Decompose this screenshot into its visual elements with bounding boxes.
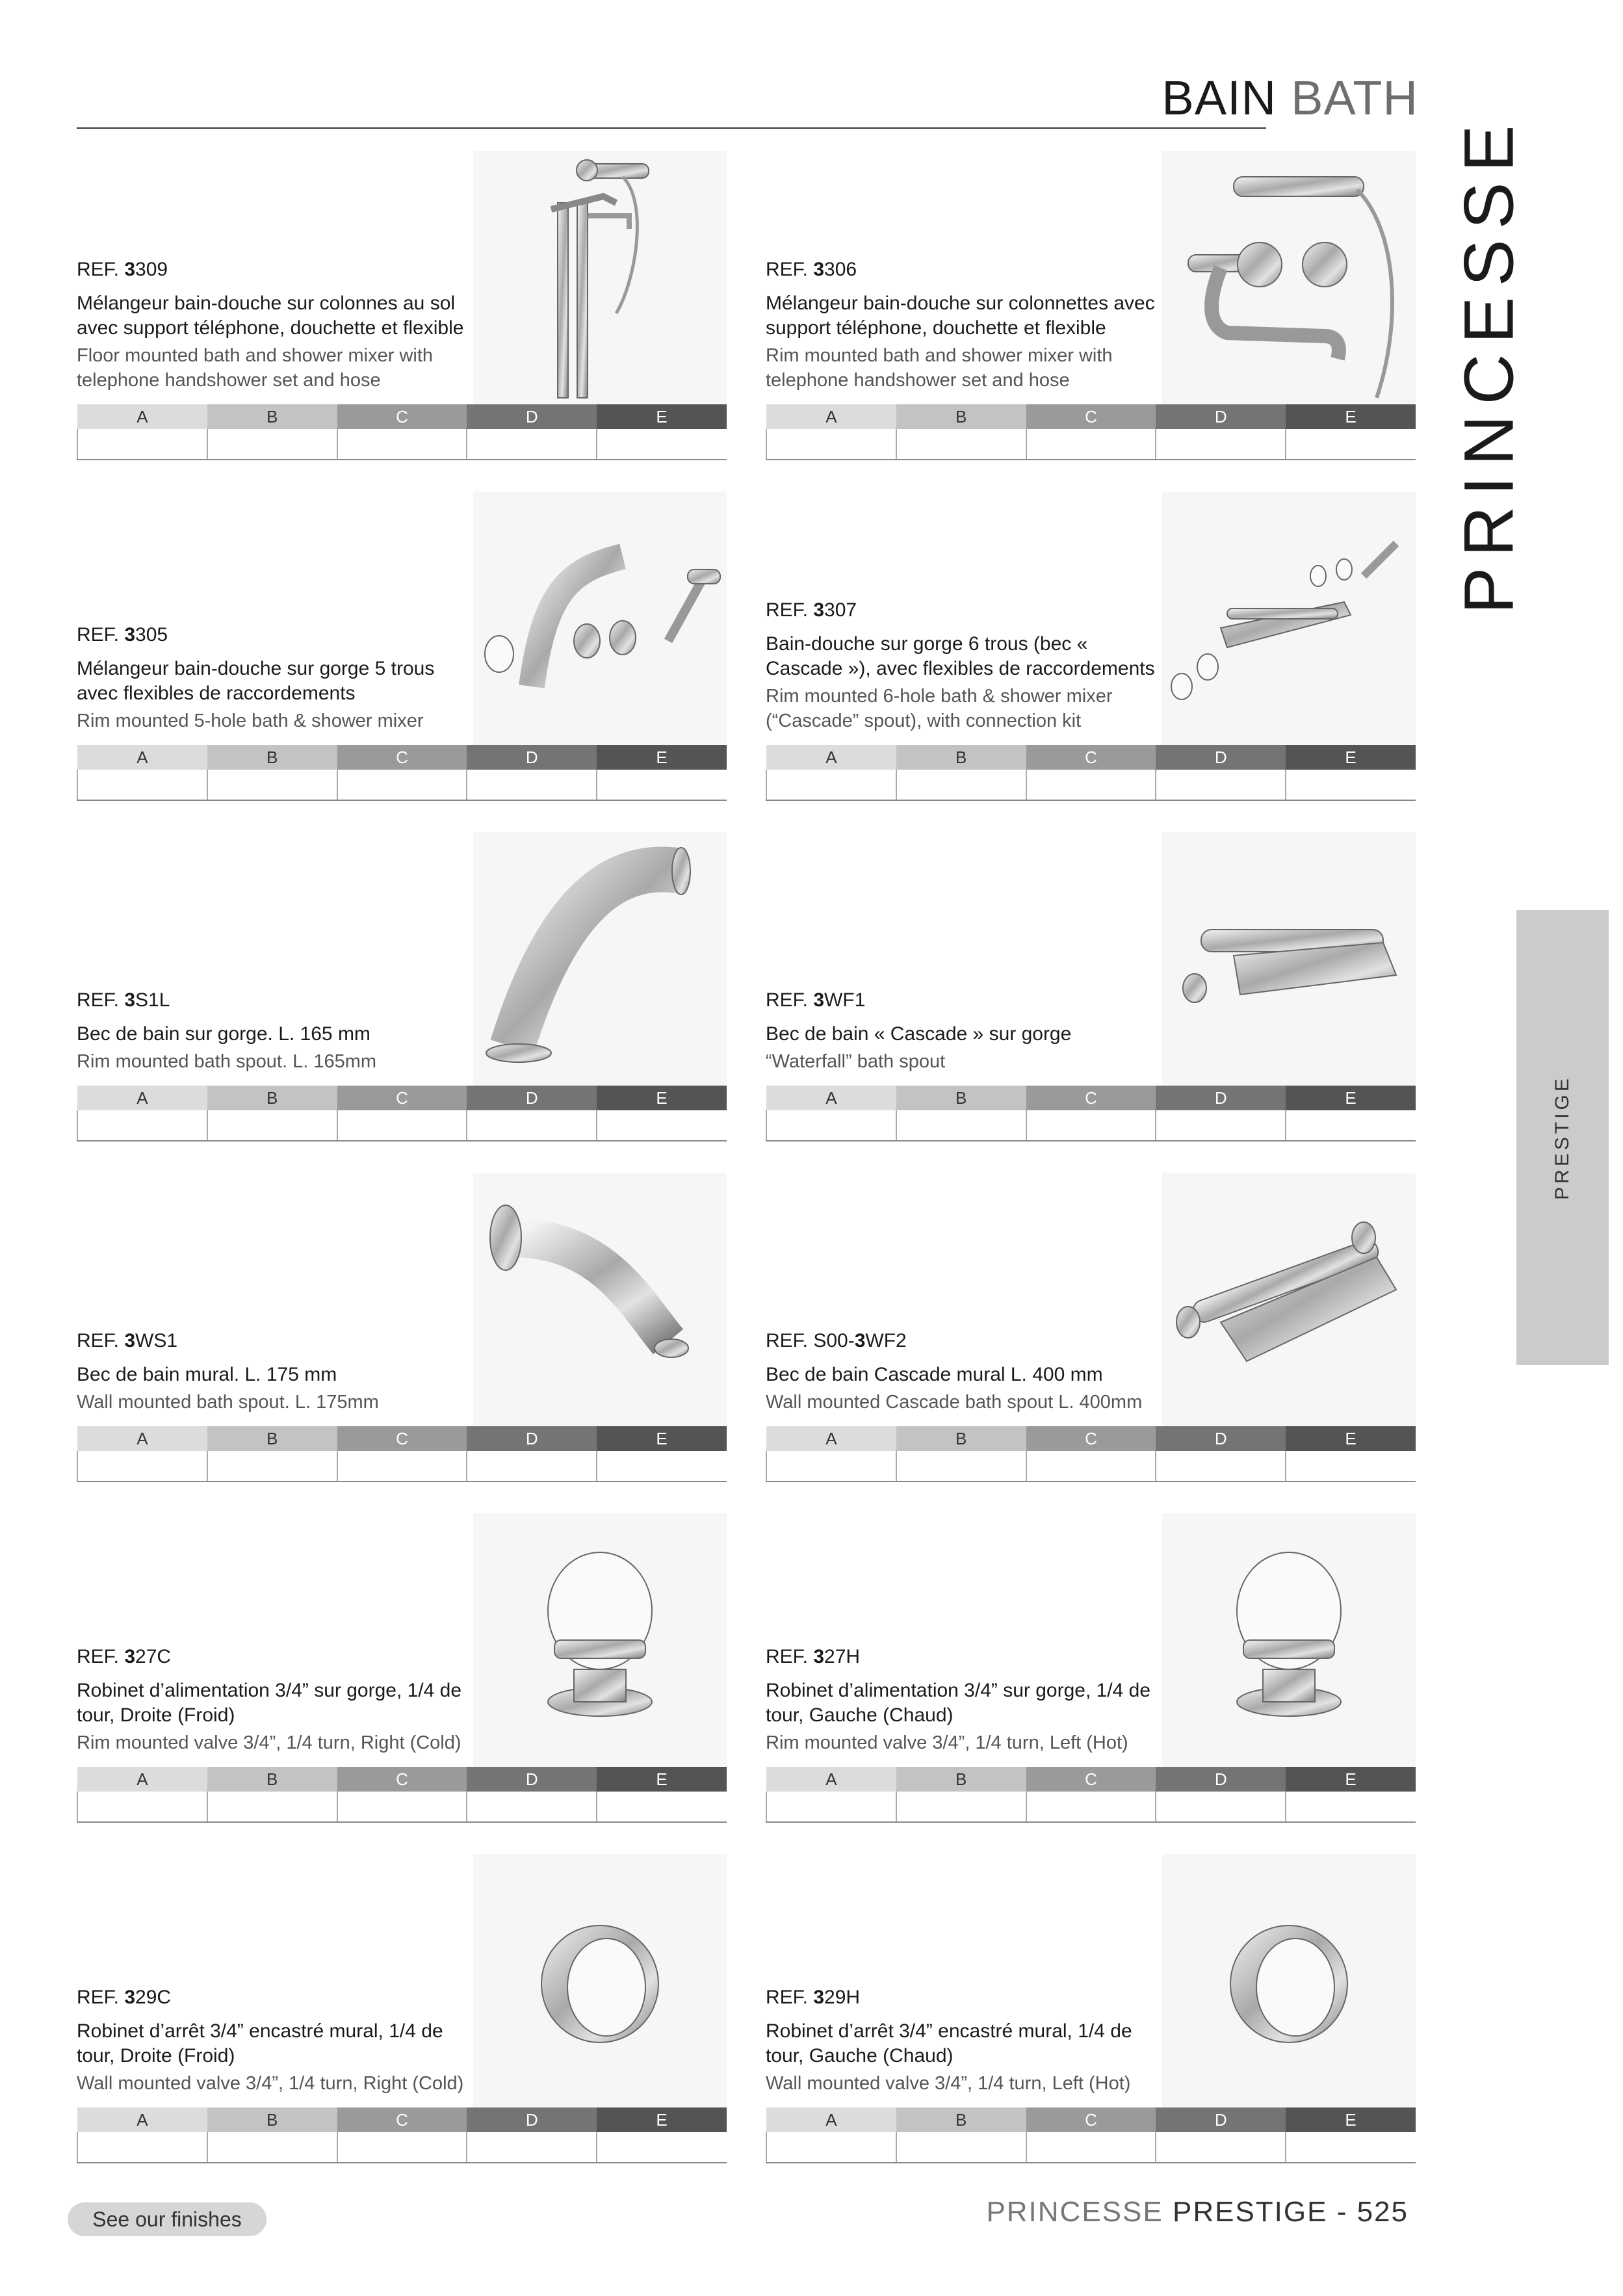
finish-table <box>77 2107 727 2163</box>
ref-code: 29C <box>135 1987 172 2008</box>
finish-value-row <box>766 1110 1416 1141</box>
finish-cell[interactable] <box>766 2132 896 2163</box>
product-ref <box>77 624 467 646</box>
finish-column-header: C <box>337 1426 467 1451</box>
product-text <box>766 599 1156 733</box>
finish-column-header: D <box>1156 745 1286 770</box>
ref-code: WS1 <box>135 1330 178 1351</box>
ref-series: 3 <box>854 1330 866 1351</box>
finish-column-header: E <box>1286 2107 1416 2132</box>
finish-column-header: D <box>1156 2107 1286 2132</box>
finish-column-header: E <box>597 404 727 429</box>
finish-cell[interactable] <box>766 429 896 460</box>
ref-series: 3 <box>813 599 825 621</box>
product-ref <box>766 259 1156 281</box>
product-text <box>77 989 467 1074</box>
finish-column-header: B <box>896 1426 1026 1451</box>
product-ref <box>766 1646 1156 1668</box>
finish-column-header: E <box>1286 404 1416 429</box>
finish-cell[interactable] <box>1286 1110 1416 1141</box>
description-fr: Robinet d’alimentation 3/4” sur gorge, 1/4 de tour, Gauche (Chaud) <box>766 1680 1151 1726</box>
deck-spout-image <box>473 832 727 1086</box>
finish-cell[interactable] <box>766 1451 896 1481</box>
finish-cell[interactable] <box>1026 1792 1156 1822</box>
ref-series: 3 <box>124 1987 136 2008</box>
finish-header-row <box>77 1426 727 1451</box>
finish-column-header: B <box>207 1086 337 1110</box>
description-en: Wall mounted valve 3/4”, 1/4 turn, Left (Hot) <box>766 2073 1131 2094</box>
finish-table <box>77 1767 727 1823</box>
finish-header-row <box>77 404 727 429</box>
product-ref <box>77 1987 467 2009</box>
finish-column-header: E <box>597 745 727 770</box>
description-en: Rim mounted 6-hole bath & shower mixer (“Cascade” spout), with connection kit <box>766 686 1113 731</box>
finish-cell[interactable] <box>1156 1110 1286 1141</box>
heading-rule <box>77 127 1266 129</box>
ref-prefix: REF. <box>766 989 814 1011</box>
finish-column-header: C <box>1026 2107 1156 2132</box>
finish-column-header: D <box>1156 404 1286 429</box>
ref-prefix: REF. <box>766 1987 814 2008</box>
finish-cell[interactable] <box>337 2132 467 2163</box>
finish-value-row <box>766 429 1416 460</box>
finish-value-row <box>77 1792 727 1822</box>
finish-header-row <box>766 745 1416 770</box>
deck-valve-image <box>1162 1513 1416 1767</box>
heading-fr: BAIN <box>1162 71 1277 125</box>
finish-column-header: D <box>467 404 597 429</box>
product-card[interactable] <box>766 832 1416 1170</box>
finish-table <box>77 1426 727 1482</box>
finish-column-header: C <box>337 2107 467 2132</box>
finish-column-header: D <box>467 1086 597 1110</box>
ref-prefix: REF. <box>77 259 125 280</box>
finish-header-row <box>766 1086 1416 1110</box>
product-photo[interactable] <box>1162 1173 1416 1426</box>
ref-code: 27C <box>135 1646 172 1667</box>
finish-cell[interactable] <box>597 770 727 800</box>
product-photo[interactable] <box>1162 151 1416 404</box>
finish-cell[interactable] <box>77 770 207 800</box>
finish-column-header: B <box>207 404 337 429</box>
finish-cell[interactable] <box>207 1792 337 1822</box>
description-en: Rim mounted bath and shower mixer with telephone handshower set and hose <box>766 345 1113 391</box>
ref-prefix: REF. <box>77 624 125 646</box>
finish-cell[interactable] <box>597 2132 727 2163</box>
finish-column-header: E <box>1286 1086 1416 1110</box>
finish-column-header: B <box>207 1426 337 1451</box>
ref-prefix: REF. <box>766 1646 814 1667</box>
product-card[interactable] <box>766 151 1416 489</box>
finish-column-header: C <box>337 1086 467 1110</box>
product-ref <box>766 599 1156 621</box>
ref-series: 3 <box>813 1987 825 2008</box>
finish-column-header: E <box>597 1086 727 1110</box>
ref-code: 306 <box>824 259 857 280</box>
ref-series: 3 <box>124 989 136 1011</box>
finish-column-header: D <box>1156 1086 1286 1110</box>
product-ref <box>766 1330 1156 1352</box>
finish-cell[interactable] <box>467 1792 597 1822</box>
page-footer <box>986 2196 1409 2228</box>
finish-value-row <box>766 1792 1416 1822</box>
product-text <box>77 624 467 733</box>
finish-column-header: D <box>467 745 597 770</box>
ref-series: 3 <box>813 259 825 280</box>
finish-column-header: B <box>896 1086 1026 1110</box>
finish-value-row <box>766 2132 1416 2163</box>
finish-column-header: A <box>77 1767 207 1792</box>
finish-column-header: C <box>1026 404 1156 429</box>
finish-column-header: C <box>1026 1426 1156 1451</box>
finish-cell[interactable] <box>597 1792 727 1822</box>
finish-cell[interactable] <box>337 1451 467 1481</box>
description-en: Wall mounted valve 3/4”, 1/4 turn, Right (Cold) <box>77 2073 464 2094</box>
finish-cell[interactable] <box>77 1451 207 1481</box>
side-range-label: PRESTIGE <box>1552 1075 1574 1200</box>
ref-prefix: REF. <box>77 1987 125 2008</box>
finish-column-header: A <box>766 1086 896 1110</box>
finish-header-row <box>77 745 727 770</box>
description-fr: Robinet d’alimentation 3/4” sur gorge, 1/4 de tour, Droite (Froid) <box>77 1680 462 1726</box>
product-photo[interactable] <box>473 151 727 404</box>
finish-cell[interactable] <box>896 1451 1026 1481</box>
finish-cell[interactable] <box>766 1110 896 1141</box>
finish-column-header: B <box>896 745 1026 770</box>
description-fr: Mélangeur bain-douche sur colonnettes avec support téléphone, douchette et flexible <box>766 293 1155 339</box>
finish-column-header: B <box>896 2107 1026 2132</box>
finish-column-header: E <box>597 1767 727 1792</box>
ref-prefix: REF. <box>77 1646 125 1667</box>
finish-cell[interactable] <box>1286 1792 1416 1822</box>
finish-column-header: E <box>1286 1426 1416 1451</box>
description-fr: Bec de bain Cascade mural L. 400 mm <box>766 1364 1103 1385</box>
six-hole-set-image <box>1162 491 1416 745</box>
waterfall-spout-image <box>1162 832 1416 1086</box>
product-card[interactable] <box>766 1173 1416 1511</box>
finish-cell[interactable] <box>1156 429 1286 460</box>
finish-cell[interactable] <box>766 1792 896 1822</box>
ref-code: WF1 <box>824 989 866 1011</box>
finish-column-header: C <box>1026 1086 1156 1110</box>
finish-column-header: A <box>77 1426 207 1451</box>
finish-column-header: B <box>896 404 1026 429</box>
product-text <box>77 1330 467 1415</box>
finish-cell[interactable] <box>597 429 727 460</box>
finish-column-header: B <box>207 1767 337 1792</box>
product-ref <box>77 1330 467 1352</box>
finish-table <box>77 1086 727 1141</box>
product-card[interactable] <box>77 832 727 1170</box>
finish-cell[interactable] <box>896 770 1026 800</box>
ref-series: 3 <box>813 1646 825 1667</box>
finish-cell[interactable] <box>337 770 467 800</box>
footer-collection: PRINCESSE <box>986 2196 1163 2228</box>
finish-column-header: C <box>1026 745 1156 770</box>
finish-cell[interactable] <box>1156 1792 1286 1822</box>
product-text <box>766 989 1156 1074</box>
finish-table <box>766 2107 1416 2163</box>
ref-code: 305 <box>135 624 168 646</box>
finish-value-row <box>77 429 727 460</box>
ref-prefix: REF. <box>77 989 125 1011</box>
description-en: Rim mounted bath spout. L. 165mm <box>77 1051 377 1072</box>
finish-cell[interactable] <box>77 2132 207 2163</box>
finish-value-row <box>77 1110 727 1141</box>
finish-column-header: D <box>467 1767 597 1792</box>
side-collection-label: PRINCESSE <box>1449 114 1528 614</box>
finish-cell[interactable] <box>207 770 337 800</box>
finish-value-row <box>766 770 1416 800</box>
finish-table <box>766 1767 1416 1823</box>
description-en: Wall mounted Cascade bath spout L. 400mm <box>766 1392 1143 1413</box>
description-fr: Mélangeur bain-douche sur colonnes au sol avec support téléphone, douchette et flexible <box>77 293 464 339</box>
description-fr: Robinet d’arrêt 3/4” encastré mural, 1/4 de tour, Gauche (Chaud) <box>766 2020 1132 2067</box>
ref-prefix: REF. <box>766 599 814 621</box>
product-card[interactable] <box>766 1854 1416 2192</box>
finish-cell[interactable] <box>597 1451 727 1481</box>
description-fr: Bain-douche sur gorge 6 trous (bec « Cascade »), avec flexibles de raccordements <box>766 633 1155 679</box>
five-hole-set-image <box>473 491 727 745</box>
finish-cell[interactable] <box>1026 429 1156 460</box>
finish-column-header: A <box>766 404 896 429</box>
product-photo[interactable] <box>473 1854 727 2107</box>
finish-cell[interactable] <box>597 1110 727 1141</box>
description-fr: Bec de bain sur gorge. L. 165 mm <box>77 1023 370 1045</box>
product-text <box>77 259 467 393</box>
finish-cell[interactable] <box>467 1110 597 1141</box>
finish-column-header: A <box>77 745 207 770</box>
finish-cell[interactable] <box>467 770 597 800</box>
finish-table <box>766 404 1416 460</box>
finish-column-header: A <box>77 2107 207 2132</box>
finish-cell[interactable] <box>337 429 467 460</box>
ref-series: 3 <box>124 1646 136 1667</box>
product-photo[interactable] <box>1162 1513 1416 1767</box>
description-en: Rim mounted valve 3/4”, 1/4 turn, Left (Hot) <box>766 1732 1128 1753</box>
finish-header-row <box>766 1426 1416 1451</box>
finish-cell[interactable] <box>1286 1451 1416 1481</box>
finish-column-header: A <box>766 745 896 770</box>
ref-series: 3 <box>124 1330 136 1351</box>
finish-header-row <box>77 2107 727 2132</box>
product-photo[interactable] <box>473 832 727 1086</box>
description-en: Rim mounted 5-hole bath & shower mixer <box>77 711 424 731</box>
finish-table <box>766 745 1416 801</box>
ref-series: 3 <box>813 989 825 1011</box>
description-fr: Bec de bain mural. L. 175 mm <box>77 1364 337 1385</box>
ref-series: 3 <box>124 259 136 280</box>
finish-header-row <box>77 1086 727 1110</box>
finish-table <box>766 1086 1416 1141</box>
finish-cell[interactable] <box>1286 429 1416 460</box>
product-text <box>766 259 1156 393</box>
finish-column-header: B <box>207 745 337 770</box>
product-text <box>766 1646 1156 1755</box>
product-ref <box>766 1987 1156 2009</box>
product-card[interactable] <box>77 151 727 489</box>
finish-cell[interactable] <box>337 1110 467 1141</box>
finish-cell[interactable] <box>1156 1451 1286 1481</box>
product-photo[interactable] <box>1162 491 1416 745</box>
description-en: “Waterfall” bath spout <box>766 1051 946 1072</box>
finish-column-header: A <box>766 2107 896 2132</box>
finish-cell[interactable] <box>467 429 597 460</box>
description-en: Wall mounted bath spout. L. 175mm <box>77 1392 379 1413</box>
finish-column-header: D <box>467 2107 597 2132</box>
finish-column-header: C <box>337 404 467 429</box>
finish-column-header: C <box>1026 1767 1156 1792</box>
finish-cell[interactable] <box>207 429 337 460</box>
finish-cell[interactable] <box>467 2132 597 2163</box>
product-text <box>766 1330 1156 1415</box>
wall-valve-image <box>473 1854 727 2107</box>
footer-page-number: - 525 <box>1336 2196 1409 2228</box>
finish-cell[interactable] <box>1286 770 1416 800</box>
finish-header-row <box>766 2107 1416 2132</box>
wall-valve-image <box>1162 1854 1416 2107</box>
finish-cell[interactable] <box>207 1110 337 1141</box>
side-range-tab[interactable] <box>1516 910 1609 1365</box>
description-fr: Bec de bain « Cascade » sur gorge <box>766 1023 1072 1045</box>
finish-value-row <box>77 770 727 800</box>
description-fr: Robinet d’arrêt 3/4” encastré mural, 1/4 de tour, Droite (Froid) <box>77 2020 443 2067</box>
footer-range: PRESTIGE <box>1172 2196 1328 2228</box>
finish-cell[interactable] <box>1026 1451 1156 1481</box>
see-finishes-button[interactable]: See our finishes <box>68 2202 266 2236</box>
product-photo[interactable] <box>473 491 727 745</box>
product-card[interactable] <box>77 491 727 829</box>
product-photo[interactable] <box>1162 832 1416 1086</box>
deck-valve-image <box>473 1513 727 1767</box>
wall-spout-image <box>473 1173 727 1426</box>
product-text <box>77 1646 467 1755</box>
finish-column-header: E <box>1286 1767 1416 1792</box>
product-ref <box>77 259 467 281</box>
side-collection-title <box>1449 114 1528 614</box>
product-text <box>766 1987 1156 2096</box>
finish-header-row <box>766 404 1416 429</box>
finish-column-header: B <box>207 2107 337 2132</box>
product-card[interactable] <box>77 1173 727 1511</box>
finish-column-header: E <box>1286 745 1416 770</box>
finish-cell[interactable] <box>896 2132 1026 2163</box>
product-text <box>77 1987 467 2096</box>
finish-value-row <box>766 1451 1416 1481</box>
ref-code: S1L <box>135 989 170 1011</box>
finish-cell[interactable] <box>1156 2132 1286 2163</box>
finish-column-header: A <box>766 1426 896 1451</box>
product-card[interactable] <box>766 491 1416 829</box>
finish-column-header: A <box>77 404 207 429</box>
floor-bath-mixer-image <box>473 151 727 404</box>
finish-column-header: A <box>766 1767 896 1792</box>
finish-cell[interactable] <box>1156 770 1286 800</box>
ref-code: WF2 <box>865 1330 907 1351</box>
finish-column-header: E <box>597 1426 727 1451</box>
finish-table <box>766 1426 1416 1482</box>
finish-cell[interactable] <box>77 429 207 460</box>
finish-column-header: A <box>77 1086 207 1110</box>
ref-series: 3 <box>124 624 136 646</box>
finish-cell[interactable] <box>1026 770 1156 800</box>
product-photo[interactable] <box>1162 1854 1416 2107</box>
ref-code: 27H <box>824 1646 861 1667</box>
page-heading <box>1162 70 1418 125</box>
finish-value-row <box>77 2132 727 2163</box>
finish-cell[interactable] <box>207 1451 337 1481</box>
heading-en: BATH <box>1291 71 1418 125</box>
product-ref <box>77 989 467 1011</box>
product-card[interactable] <box>77 1854 727 2192</box>
description-fr: Mélangeur bain-douche sur gorge 5 trous avec flexibles de raccordements <box>77 658 435 704</box>
ref-prefix: REF. <box>77 1330 125 1351</box>
finish-cell[interactable] <box>896 429 1026 460</box>
finish-header-row <box>766 1767 1416 1792</box>
finish-table <box>77 745 727 801</box>
finish-column-header: D <box>1156 1426 1286 1451</box>
description-en: Rim mounted valve 3/4”, 1/4 turn, Right (Cold) <box>77 1732 461 1753</box>
finish-column-header: C <box>337 745 467 770</box>
finish-column-header: C <box>337 1767 467 1792</box>
finish-cell[interactable] <box>77 1110 207 1141</box>
product-card[interactable] <box>77 1513 727 1851</box>
finish-header-row <box>77 1767 727 1792</box>
finish-cell[interactable] <box>207 2132 337 2163</box>
wall-cascade-image <box>1162 1173 1416 1426</box>
ref-prefix: REF. S00- <box>766 1330 855 1351</box>
product-photo[interactable] <box>473 1173 727 1426</box>
ref-code: 29H <box>824 1987 861 2008</box>
deck-bath-mixer-image <box>1162 151 1416 404</box>
finish-cell[interactable] <box>766 770 896 800</box>
ref-prefix: REF. <box>766 259 814 280</box>
finish-table <box>77 404 727 460</box>
finish-cell[interactable] <box>1026 2132 1156 2163</box>
finish-column-header: B <box>896 1767 1026 1792</box>
product-card[interactable] <box>766 1513 1416 1851</box>
ref-code: 307 <box>824 599 857 621</box>
product-ref <box>766 989 1156 1011</box>
finish-cell[interactable] <box>1286 2132 1416 2163</box>
finish-column-header: D <box>1156 1767 1286 1792</box>
product-photo[interactable] <box>473 1513 727 1767</box>
finish-cell[interactable] <box>467 1451 597 1481</box>
ref-code: 309 <box>135 259 168 280</box>
finish-cell[interactable] <box>896 1792 1026 1822</box>
finish-cell[interactable] <box>1026 1110 1156 1141</box>
product-ref <box>77 1646 467 1668</box>
finish-column-header: D <box>467 1426 597 1451</box>
finish-cell[interactable] <box>337 1792 467 1822</box>
finish-value-row <box>77 1451 727 1481</box>
finish-column-header: E <box>597 2107 727 2132</box>
description-en: Floor mounted bath and shower mixer with telephone handshower set and hose <box>77 345 434 391</box>
finish-cell[interactable] <box>896 1110 1026 1141</box>
finish-cell[interactable] <box>77 1792 207 1822</box>
